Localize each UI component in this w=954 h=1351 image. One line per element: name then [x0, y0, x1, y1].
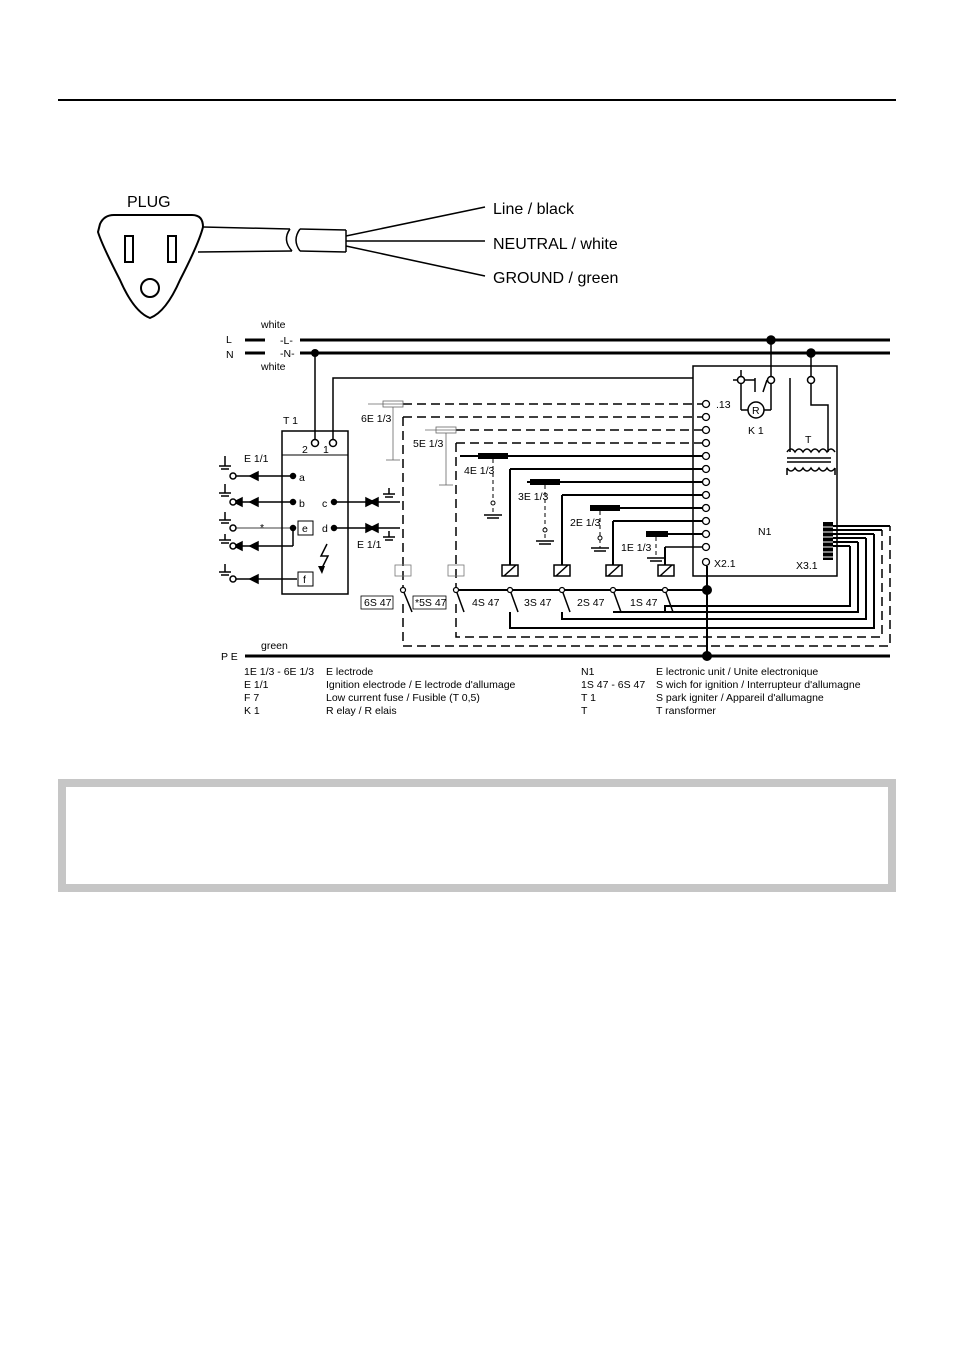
plug-blade-left	[125, 236, 133, 262]
electronic-unit-n1	[693, 336, 890, 576]
white-bottom-label: white	[261, 361, 286, 373]
switch-1-label: 1S 47	[630, 597, 658, 609]
legend-desc-1: E lectrode	[326, 666, 374, 678]
star-mark: *	[260, 522, 265, 534]
port-a: a	[299, 472, 305, 484]
plug-blade-right	[168, 236, 176, 262]
plug	[98, 194, 618, 318]
legend-desc-7: S park igniter / Appareil d'allumagne	[656, 692, 824, 704]
port-d: d	[322, 523, 328, 535]
note-box-inner	[66, 787, 888, 884]
t1-pin2: 2	[302, 444, 308, 456]
legend-code-5: N1	[581, 666, 595, 678]
legend-code-3: F 7	[244, 692, 260, 704]
legend-desc-8: T ransformer	[656, 705, 716, 717]
switch-5-label: *5S 47	[415, 597, 447, 609]
switch-4-label: 4S 47	[472, 597, 500, 609]
plug-body	[98, 215, 203, 318]
wire-line-label: Line / black	[493, 201, 574, 218]
n-tag: -N-	[280, 348, 295, 360]
pin-13-label: .13	[716, 399, 731, 411]
e11-left-label: E 1/1	[244, 453, 269, 465]
white-top-label: white	[261, 319, 286, 331]
legend-desc-6: S wich for ignition / Interrupteur d'allumagne	[656, 679, 861, 691]
plug-cord	[198, 207, 485, 276]
legend-code-6: 1S 47 - 6S 47	[581, 679, 646, 691]
note-box	[58, 779, 896, 892]
bus-n-label: N	[226, 349, 234, 361]
electrode-4-probe	[464, 453, 508, 518]
legend-desc-5: E lectronic unit / Unite electronique	[656, 666, 819, 678]
port-c: c	[322, 498, 328, 510]
electrode-5-probe	[425, 427, 456, 485]
electrode-5-label: 5E 1/3	[413, 438, 444, 450]
transformer-label: T	[805, 434, 812, 446]
switch-2-label: 2S 47	[577, 597, 605, 609]
electrode-solid-wires	[460, 456, 704, 565]
electrode-2-label: 2E 1/3	[570, 517, 601, 529]
x21-label: X2.1	[714, 558, 736, 570]
port-b: b	[299, 498, 305, 510]
electrode-6-5-dashed	[403, 404, 890, 646]
legend	[244, 666, 861, 717]
legend-code-4: K 1	[244, 705, 260, 717]
legend-desc-3: Low current fuse / Fusible (T 0,5)	[326, 692, 480, 704]
plug-ground-pin	[141, 279, 159, 297]
plug-title: PLUG	[127, 194, 171, 211]
legend-desc-2: Ignition electrode / E lectrode d'allumage	[326, 679, 516, 691]
electrode-6-label: 6E 1/3	[361, 413, 392, 425]
legend-code-2: E 1/1	[244, 679, 269, 691]
legend-code-7: T 1	[581, 692, 596, 704]
t1-name: T 1	[283, 415, 298, 427]
wire-neutral-label: NEUTRAL / white	[493, 236, 618, 253]
green-label: green	[261, 640, 288, 652]
bus-pe-label: P E	[221, 651, 238, 663]
t1-pin1: 1	[323, 444, 329, 456]
electrode-3-label: 3E 1/3	[518, 491, 549, 503]
n1-label: N1	[758, 526, 772, 538]
bus-l-label: L	[226, 334, 232, 346]
x31-label: X3.1	[796, 560, 818, 572]
electrode-4-label: 4E 1/3	[464, 465, 495, 477]
electrode-3-probe	[530, 479, 560, 544]
switch-3-label: 3S 47	[524, 597, 552, 609]
l-tag: -L-	[280, 335, 293, 347]
e11-right-label: E 1/1	[357, 539, 382, 551]
port-e: e	[302, 523, 308, 535]
port-f: f	[303, 574, 306, 586]
legend-code-8: T	[581, 705, 588, 717]
wire-ground-label: GROUND / green	[493, 270, 619, 287]
legend-desc-4: R elay / R elais	[326, 705, 397, 717]
relay-symbol: R	[752, 405, 760, 417]
switch-6-label: 6S 47	[364, 597, 392, 609]
legend-code-1: 1E 1/3 - 6E 1/3	[244, 666, 315, 678]
electrode-6-probe	[368, 401, 403, 460]
k1-label: K 1	[748, 425, 764, 437]
electrode-1-label: 1E 1/3	[621, 542, 652, 554]
